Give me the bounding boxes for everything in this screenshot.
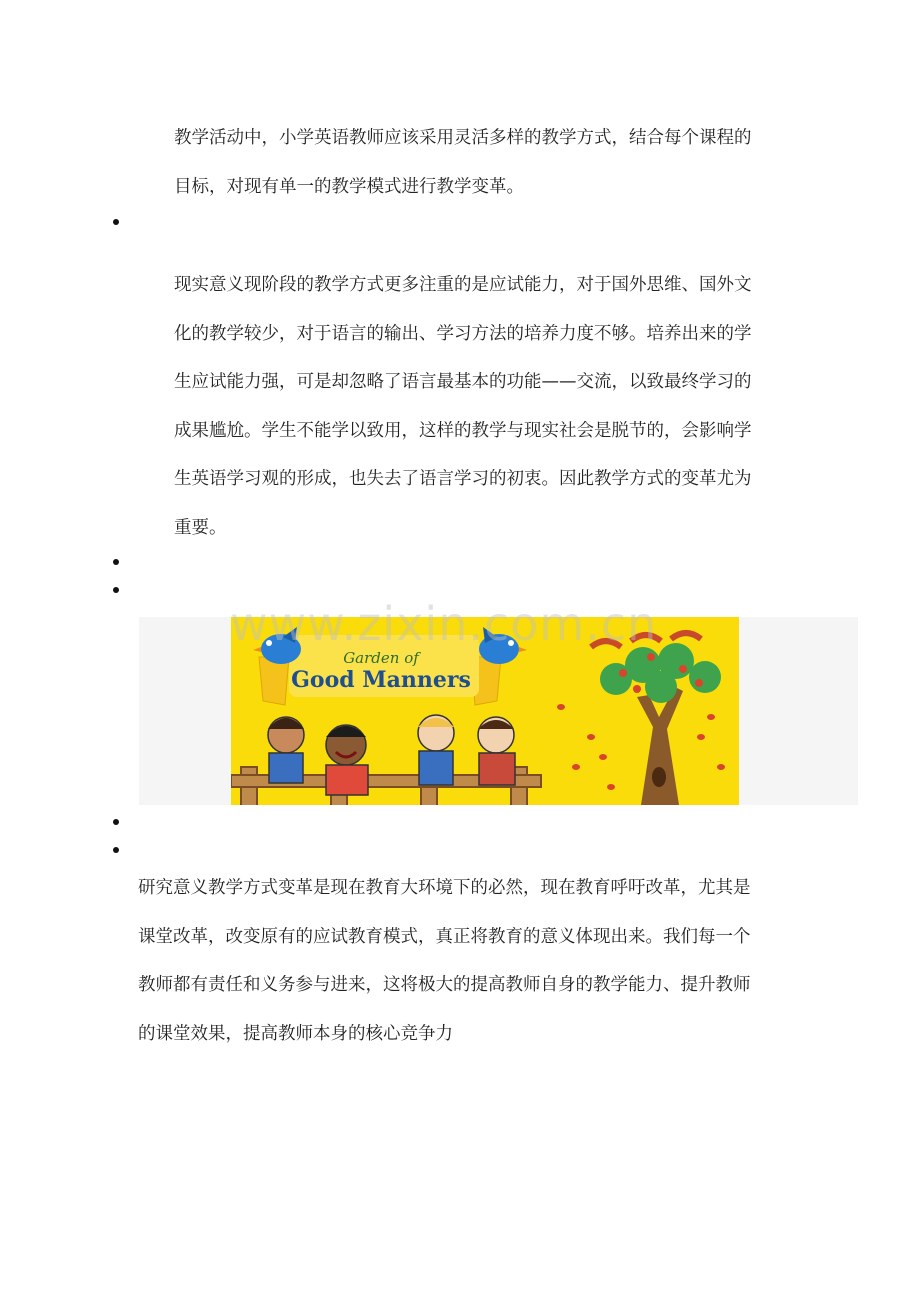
watermark: www.zixin.com.cn <box>230 597 658 651</box>
text-line: 生应试能力强，可是却忽略了语言最基本的功能——交流，以致最终学习的 <box>174 372 752 392</box>
text-line: 课堂改革，改变原有的应试教育模式，真正将教育的意义体现出来。我们每一个 <box>138 926 751 947</box>
list-bullet <box>113 219 119 225</box>
banner-line-1: Garden of <box>343 649 419 667</box>
text-line: 的课堂效果，提高教师本身的核心竞争力 <box>138 1023 453 1044</box>
list-bullet <box>113 587 119 593</box>
text-line: 教师都有责任和义务参与进来，这将极大的提高教师自身的教学能力、提升教师 <box>138 975 751 995</box>
text-line: 目标，对现有单一的教学模式进行教学变革。 <box>174 176 524 197</box>
text-line: 重要。 <box>174 517 227 538</box>
list-bullet <box>113 559 119 565</box>
text-line: 生英语学习观的形成，也失去了语言学习的初衷。因此教学方式的变革尤为 <box>174 469 752 489</box>
text-line: 教学活动中，小学英语教师应该采用灵活多样的教学方式，结合每个课程的 <box>174 128 752 148</box>
text-line: 成果尴尬。学生不能学以致用，这样的教学与现实社会是脱节的，会影响学 <box>174 420 752 441</box>
banner-line-2: Good Manners <box>291 667 471 693</box>
paragraph-teaching-activities <box>174 114 752 211</box>
text-line: 现实意义现阶段的教学方式更多注重的是应试能力，对于国外思维、国外文 <box>174 275 752 295</box>
paragraph-practical-significance <box>174 261 752 552</box>
text-line: 研究意义教学方式变革是现在教育大环境下的必然，现在教育呼吁改革，尤其是 <box>138 878 751 898</box>
list-bullet <box>113 819 119 825</box>
paragraph-research-significance <box>138 864 751 1058</box>
text-line: 化的教学较少，对于语言的输出、学习方法的培养力度不够。培养出来的学 <box>174 323 752 344</box>
list-bullet <box>113 847 119 853</box>
